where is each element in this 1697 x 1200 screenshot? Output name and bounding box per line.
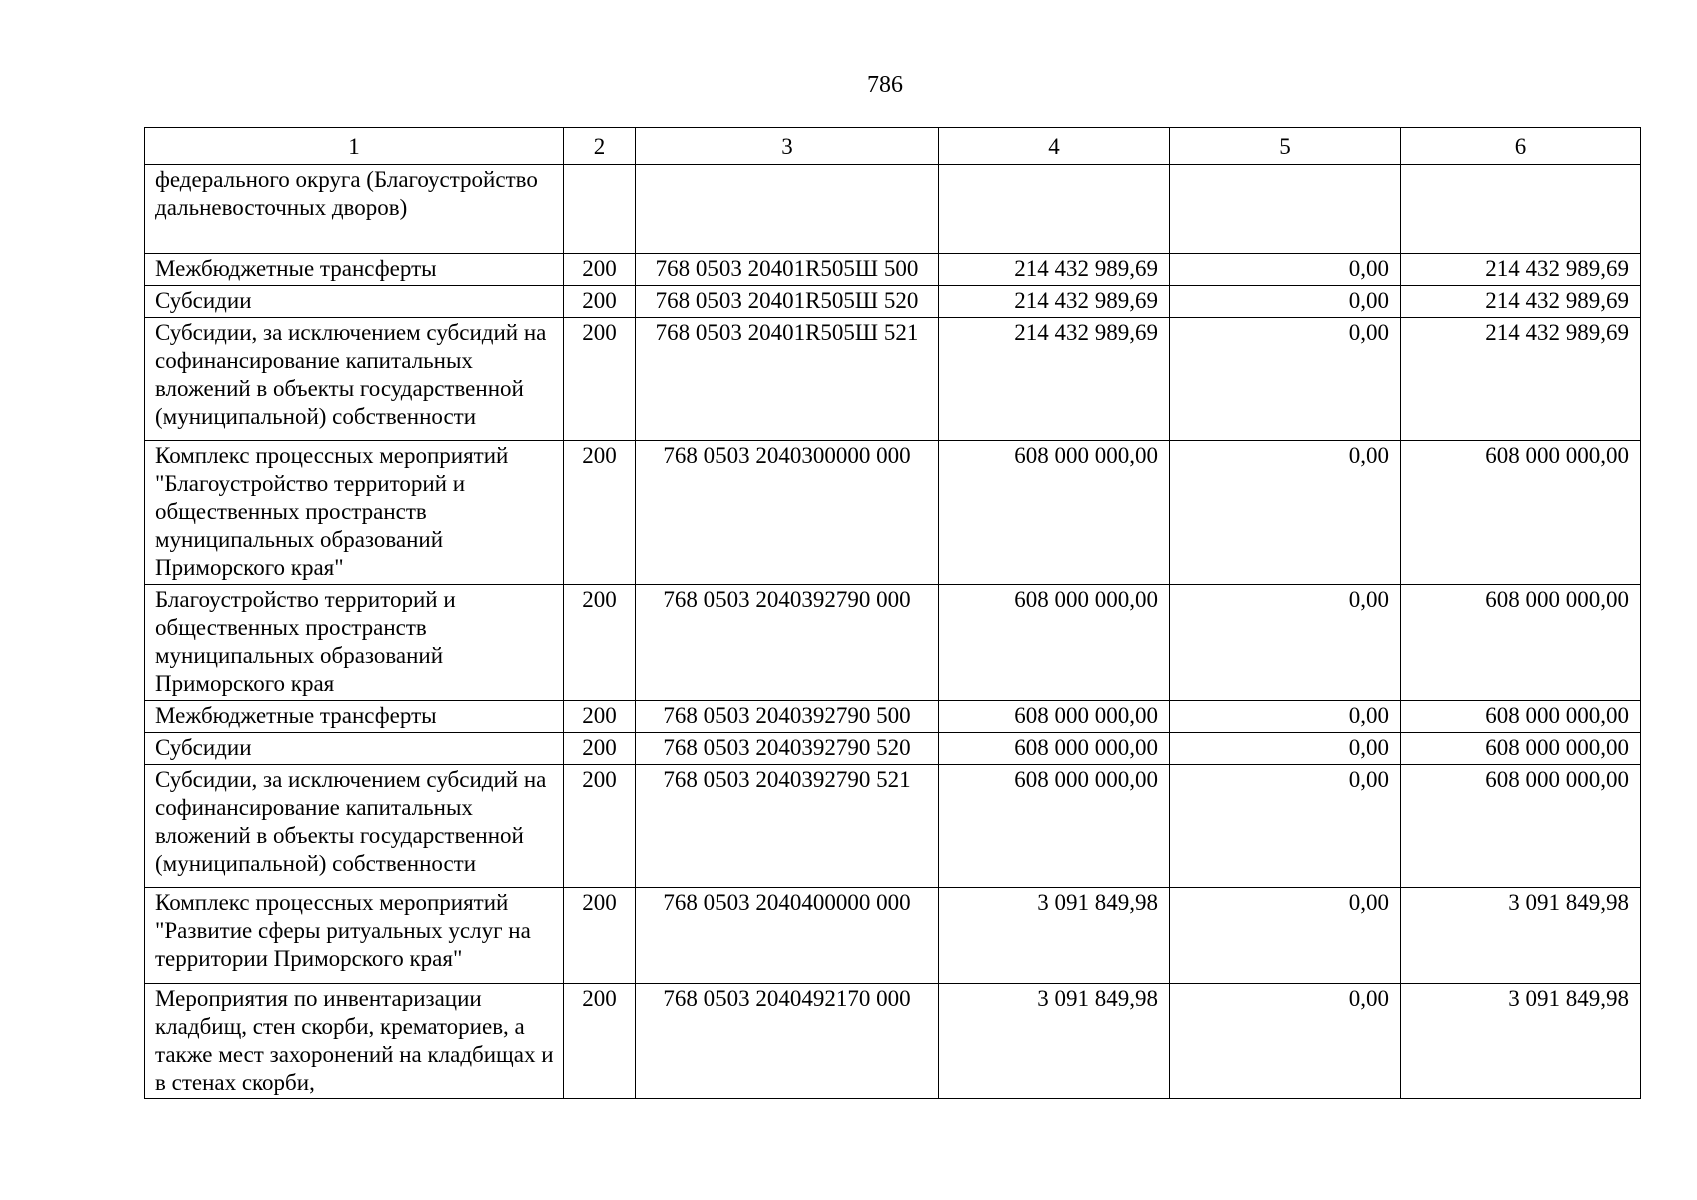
- classification-cell: 768 0503 2040392790 521: [636, 765, 939, 888]
- col5-cell: 0,00: [1170, 318, 1401, 441]
- col5-cell: 0,00: [1170, 585, 1401, 701]
- code-cell: 200: [564, 441, 636, 585]
- code-cell: 200: [564, 254, 636, 286]
- header-cell: 6: [1401, 128, 1641, 165]
- budget-table: [144, 127, 1641, 1099]
- name-cell: Мероприятия по инвентаризации кладбищ, стен скорби, крематориев, а также мест захоронений на кладбищах и в стенах скорби,: [145, 984, 564, 1099]
- table-row: [145, 701, 1641, 733]
- classification-cell: 768 0503 20401R505Ш 521: [636, 318, 939, 441]
- name-cell: Субсидии, за исключением субсидий на софинансирование капитальных вложений в объекты государственной (муниципальной) собственности: [145, 318, 564, 441]
- table-row: [145, 286, 1641, 318]
- col5-cell: 0,00: [1170, 765, 1401, 888]
- col6-cell: 608 000 000,00: [1401, 701, 1641, 733]
- col5-cell: 0,00: [1170, 888, 1401, 984]
- col4-cell: 214 432 989,69: [939, 286, 1170, 318]
- code-cell: 200: [564, 765, 636, 888]
- name-cell: Субсидии: [145, 733, 564, 765]
- col5-cell: 0,00: [1170, 286, 1401, 318]
- classification-cell: 768 0503 2040300000 000: [636, 441, 939, 585]
- col5-cell: 0,00: [1170, 733, 1401, 765]
- col4-cell: 3 091 849,98: [939, 888, 1170, 984]
- col5-cell: [1170, 165, 1401, 254]
- col4-cell: 608 000 000,00: [939, 701, 1170, 733]
- code-cell: 200: [564, 286, 636, 318]
- table-row: [145, 984, 1641, 1099]
- classification-cell: 768 0503 20401R505Ш 500: [636, 254, 939, 286]
- code-cell: [564, 165, 636, 254]
- code-cell: 200: [564, 984, 636, 1099]
- header-cell: 4: [939, 128, 1170, 165]
- col5-cell: 0,00: [1170, 984, 1401, 1099]
- classification-cell: 768 0503 2040392790 520: [636, 733, 939, 765]
- col6-cell: 3 091 849,98: [1401, 984, 1641, 1099]
- name-cell: Субсидии, за исключением субсидий на софинансирование капитальных вложений в объекты государственной (муниципальной) собственности: [145, 765, 564, 888]
- col6-cell: 3 091 849,98: [1401, 888, 1641, 984]
- col6-cell: [1401, 165, 1641, 254]
- code-cell: 200: [564, 318, 636, 441]
- name-cell: Благоустройство территорий и общественных пространств муниципальных образований Приморского края: [145, 585, 564, 701]
- name-cell: Комплекс процессных мероприятий "Благоустройство территорий и общественных пространств муниципальных образований Приморского края": [145, 441, 564, 585]
- col4-cell: 608 000 000,00: [939, 441, 1170, 585]
- header-cell: 1: [145, 128, 564, 165]
- col4-cell: 3 091 849,98: [939, 984, 1170, 1099]
- table-row: [145, 585, 1641, 701]
- col6-cell: 608 000 000,00: [1401, 733, 1641, 765]
- classification-cell: 768 0503 20401R505Ш 520: [636, 286, 939, 318]
- col5-cell: 0,00: [1170, 441, 1401, 585]
- table-header-row: [145, 128, 1641, 165]
- name-cell: Комплекс процессных мероприятий "Развитие сферы ритуальных услуг на территории Приморского края": [145, 888, 564, 984]
- name-cell: федерального округа (Благоустройство дальневосточных дворов): [145, 165, 564, 254]
- col4-cell: 608 000 000,00: [939, 733, 1170, 765]
- table-row: [145, 254, 1641, 286]
- code-cell: 200: [564, 701, 636, 733]
- name-cell: Межбюджетные трансферты: [145, 254, 564, 286]
- table-row: [145, 765, 1641, 888]
- col6-cell: 214 432 989,69: [1401, 286, 1641, 318]
- col6-cell: 608 000 000,00: [1401, 765, 1641, 888]
- table-row: [145, 441, 1641, 585]
- col6-cell: 214 432 989,69: [1401, 254, 1641, 286]
- name-cell: Субсидии: [145, 286, 564, 318]
- name-cell: Межбюджетные трансферты: [145, 701, 564, 733]
- page-number: 786: [867, 72, 903, 98]
- table-row: [145, 733, 1641, 765]
- code-cell: 200: [564, 888, 636, 984]
- col4-cell: 214 432 989,69: [939, 254, 1170, 286]
- col5-cell: 0,00: [1170, 701, 1401, 733]
- col4-cell: 608 000 000,00: [939, 765, 1170, 888]
- classification-cell: 768 0503 2040392790 500: [636, 701, 939, 733]
- header-cell: 3: [636, 128, 939, 165]
- col6-cell: 608 000 000,00: [1401, 441, 1641, 585]
- classification-cell: [636, 165, 939, 254]
- col4-cell: [939, 165, 1170, 254]
- code-cell: 200: [564, 585, 636, 701]
- col4-cell: 608 000 000,00: [939, 585, 1170, 701]
- classification-cell: 768 0503 2040400000 000: [636, 888, 939, 984]
- code-cell: 200: [564, 733, 636, 765]
- table-row: [145, 888, 1641, 984]
- classification-cell: 768 0503 2040392790 000: [636, 585, 939, 701]
- col4-cell: 214 432 989,69: [939, 318, 1170, 441]
- header-cell: 2: [564, 128, 636, 165]
- col6-cell: 608 000 000,00: [1401, 585, 1641, 701]
- col5-cell: 0,00: [1170, 254, 1401, 286]
- header-cell: 5: [1170, 128, 1401, 165]
- table-row: [145, 318, 1641, 441]
- col6-cell: 214 432 989,69: [1401, 318, 1641, 441]
- classification-cell: 768 0503 2040492170 000: [636, 984, 939, 1099]
- table-row: [145, 165, 1641, 254]
